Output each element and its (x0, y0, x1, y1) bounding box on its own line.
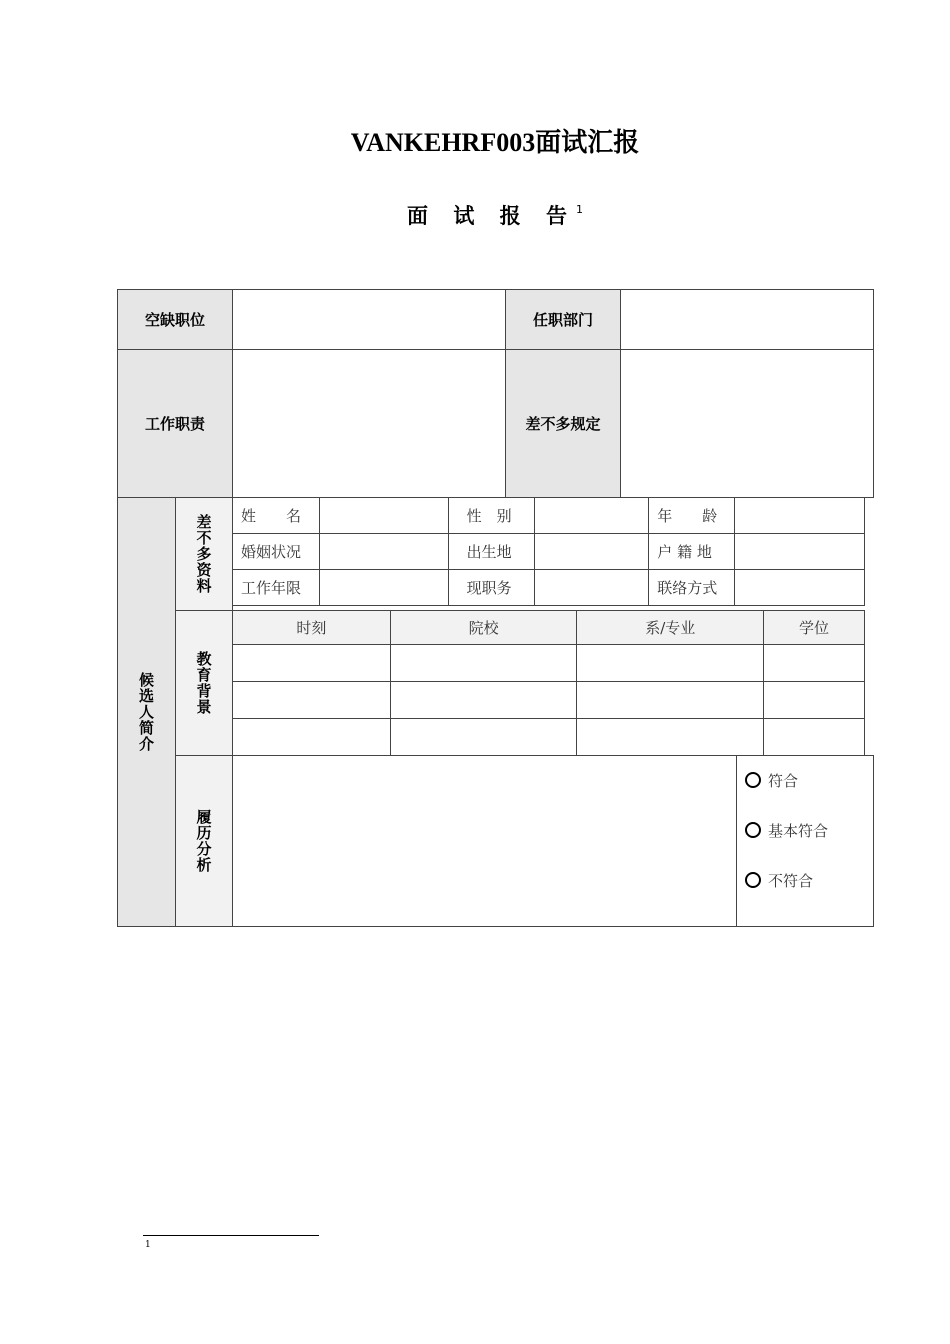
edu-cell[interactable] (390, 682, 577, 719)
age-field[interactable] (735, 498, 865, 534)
requirements-label-text: 差不多规定 (525, 415, 601, 433)
document-title: VANKEHRF003面试汇报 (350, 128, 640, 157)
edu-header-degree: 学位 (764, 611, 865, 645)
candidate-label-text: 候选人简介 (137, 672, 155, 752)
birthplace-label: 出生地 (448, 534, 534, 570)
marital-status-label: 婚姻状况 (233, 534, 320, 570)
name-label: 姓 名 (233, 498, 320, 534)
vacancy-label-text: 空缺职位 (144, 311, 205, 329)
duties-field[interactable] (232, 349, 506, 498)
department-field[interactable] (620, 289, 874, 350)
option-label: 符合 (768, 771, 799, 790)
table-row (233, 498, 865, 534)
gender-field[interactable] (534, 498, 649, 534)
gender-label: 性 别 (448, 498, 534, 534)
option-match[interactable] (745, 755, 828, 805)
footnote-number: 1 (145, 1240, 151, 1250)
option-no-match[interactable] (745, 855, 828, 905)
household-registration-field[interactable] (735, 534, 865, 570)
current-position-label: 现职务 (448, 570, 534, 606)
edu-cell[interactable] (577, 719, 764, 756)
resume-analysis-field[interactable] (232, 755, 737, 927)
edu-cell[interactable] (577, 682, 764, 719)
edu-cell[interactable] (233, 719, 391, 756)
table-row (233, 645, 865, 682)
option-label: 不符合 (768, 871, 814, 890)
radio-circle-icon[interactable] (745, 872, 761, 888)
edu-cell[interactable] (390, 719, 577, 756)
edu-header-school: 院校 (390, 611, 577, 645)
name-field[interactable] (319, 498, 448, 534)
education-label-text: 教育背景 (194, 651, 213, 715)
footnote-ref: 1 (575, 203, 583, 216)
department-label-text: 任职部门 (532, 311, 593, 329)
option-label: 基本符合 (768, 821, 829, 840)
table-row (233, 611, 865, 645)
duties-label (117, 349, 233, 498)
education-table (232, 610, 865, 756)
edu-cell[interactable] (233, 682, 391, 719)
table-row (233, 719, 865, 756)
marital-status-field[interactable] (319, 534, 448, 570)
contact-label: 联络方式 (649, 570, 735, 606)
edu-header-time: 时刻 (233, 611, 391, 645)
department-label (505, 289, 621, 350)
edu-cell[interactable] (764, 719, 865, 756)
footnote-divider (143, 1235, 319, 1236)
option-basic-match[interactable] (745, 805, 828, 855)
edu-cell[interactable] (577, 645, 764, 682)
radio-circle-icon[interactable] (745, 772, 761, 788)
basic-info-label-text: 差不多资料 (194, 514, 213, 594)
duties-label-text: 工作职责 (144, 415, 205, 433)
edu-cell[interactable] (764, 645, 865, 682)
age-label: 年 龄 (649, 498, 735, 534)
education-label (175, 610, 233, 756)
subtitle-text: 面 试 报 告 (407, 204, 576, 228)
report-subtitle (0, 200, 950, 230)
edu-cell[interactable] (233, 645, 391, 682)
contact-field[interactable] (735, 570, 865, 606)
edu-cell[interactable] (390, 645, 577, 682)
basic-info-table (232, 497, 865, 606)
table-row (233, 570, 865, 606)
requirements-label (505, 349, 621, 498)
edu-cell[interactable] (764, 682, 865, 719)
vacancy-field[interactable] (232, 289, 506, 350)
candidate-label (117, 497, 176, 927)
basic-info-label (175, 497, 233, 611)
edu-header-major: 系/专业 (577, 611, 764, 645)
requirements-field[interactable] (620, 349, 874, 498)
resume-label (175, 755, 233, 927)
birthplace-field[interactable] (534, 534, 649, 570)
household-registration-label: 户 籍 地 (649, 534, 735, 570)
work-years-label: 工作年限 (233, 570, 320, 606)
resume-label-text: 履历分析 (194, 809, 213, 873)
resume-options (745, 755, 828, 905)
table-row (233, 682, 865, 719)
radio-circle-icon[interactable] (745, 822, 761, 838)
work-years-field[interactable] (319, 570, 448, 606)
vacancy-label (117, 289, 233, 350)
table-row (233, 534, 865, 570)
current-position-field[interactable] (534, 570, 649, 606)
